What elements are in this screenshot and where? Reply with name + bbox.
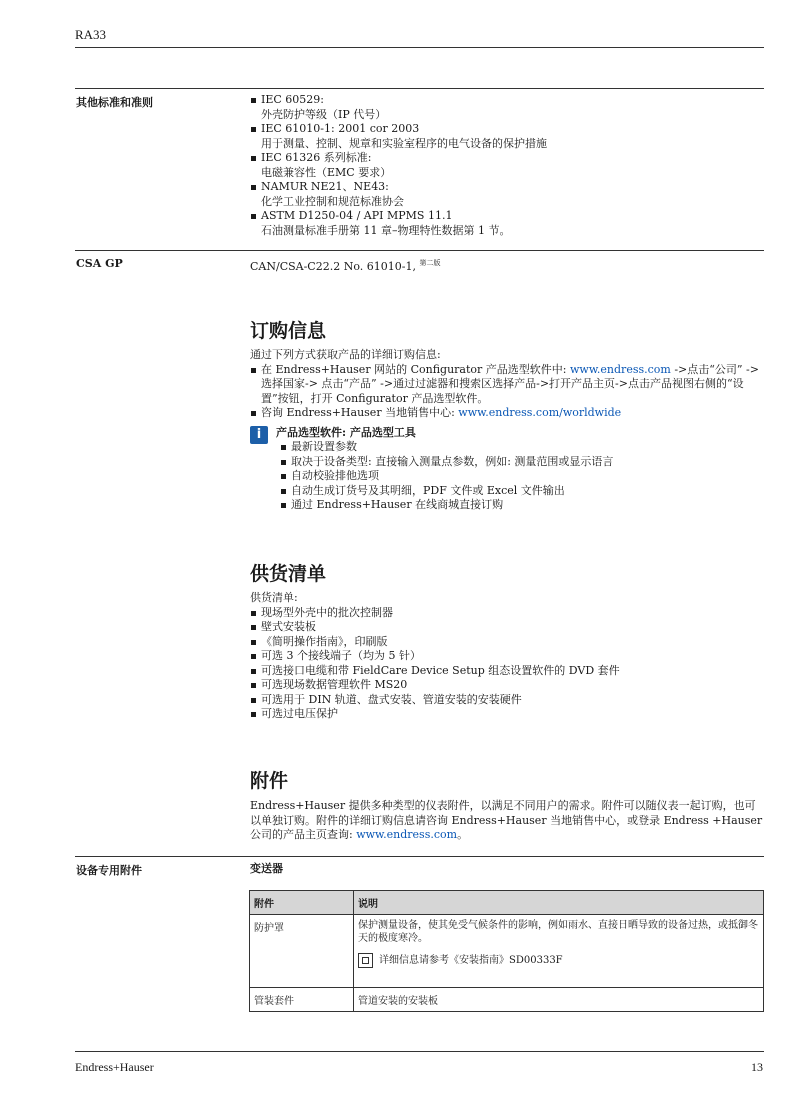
endress-home-link[interactable]: www.endress.com — [356, 828, 458, 841]
table-header-row — [250, 891, 764, 915]
table-cell-name: 管装套件 — [250, 988, 354, 1012]
ordering-item-sales: 咨询 Endress+Hauser 当地销售中心: www.endress.com/worldwide — [250, 406, 765, 421]
standard-item: IEC 61326 系列标准: 电磁兼容性（EMC 要求） — [250, 151, 765, 180]
configurator-info-box — [250, 426, 765, 513]
scope-item: 可选接口电缆和带 FieldCare Device Setup 组态设置软件的 DVD 套件 — [250, 664, 765, 679]
section-rule-standards — [75, 88, 764, 89]
worldwide-link[interactable]: www.endress.com/worldwide — [458, 406, 622, 419]
scope-item: 《简明操作指南》，印刷版 — [250, 635, 765, 650]
doc-note: 详细信息请参考《安装指南》SD00333F — [358, 951, 759, 968]
table-row — [250, 915, 764, 988]
ordering-list — [250, 363, 765, 421]
info-item: 通过 Endress+Hauser 在线商城直接订购 — [280, 498, 765, 513]
csa-value: CAN/CSA-C22.2 No. 61010-1, — [250, 260, 416, 273]
info-item: 自动生成订货号及其明细，PDF 文件或 Excel 文件输出 — [280, 484, 765, 499]
info-item: 自动校验排他选项 — [280, 469, 765, 484]
page-header-title: RA33 — [75, 27, 107, 42]
section-rule-csa — [75, 250, 764, 251]
scope-item: 可选用于 DIN 轨道、盘式安装、管道安装的安装硬件 — [250, 693, 765, 708]
accessories-heading: 附件 — [250, 770, 289, 792]
info-title: 产品选型软件: 产品选型工具 — [276, 425, 416, 439]
csa-edition: 第二版 — [419, 259, 441, 267]
footer-brand: Endress+Hauser — [75, 1060, 154, 1074]
scope-content — [250, 591, 765, 722]
table-cell-name: 防护罩 — [250, 915, 354, 988]
info-item: 取决于设备类型: 直接输入测量点参数，例如: 测量范围或显示语言 — [280, 455, 765, 470]
csa-label: CSA GP — [76, 257, 123, 270]
endress-link[interactable]: www.endress.com — [569, 362, 671, 376]
csa-content — [250, 256, 765, 275]
scope-item: 可选 3 个接线端子（均为 5 针） — [250, 649, 765, 664]
accessories-table — [249, 890, 764, 1012]
standards-list — [250, 93, 765, 238]
device-accessories-label: 设备专用附件 — [76, 864, 142, 877]
table-header-description: 说明 — [354, 891, 764, 915]
footer-rule — [75, 1051, 764, 1052]
table-row — [250, 988, 764, 1012]
scope-intro: 供货清单: — [250, 591, 298, 604]
other-standards-label: 其他标准和准则 — [76, 96, 153, 109]
scope-item: 可选现场数据管理软件 MS20 — [250, 678, 765, 693]
header-rule — [75, 47, 764, 48]
section-rule-accessories — [75, 856, 764, 857]
standard-item: IEC 61010-1: 2001 cor 2003 用于测量、控制、规章和实验室程序的电气设备的保护措施 — [250, 122, 765, 151]
document-icon — [358, 953, 373, 968]
accessories-intro: Endress+Hauser 提供多种类型的仪表附件，以满足不同用户的需求。附件可以随仪表一起订购，也可以单独订购。附件的详细订购信息请咨询 Endress+Hauser 当地销售中心，或登录 Endress +Hauser 公司的产品主页查询: www.endress.com。 — [250, 799, 763, 841]
scope-heading: 供货清单 — [250, 563, 327, 585]
info-list — [280, 440, 765, 513]
scope-item: 壁式安装板 — [250, 620, 765, 635]
transmitter-subheading: 变送器 — [250, 862, 283, 875]
ordering-content — [250, 348, 765, 513]
table-header-accessory: 附件 — [250, 891, 354, 915]
ordering-item-configurator: 在 Endress+Hauser 网站的 Configurator 产品选型软件中: www.endress.com ->点击“公司” ->选择国家-> 点击“产品” ->通过过滤器和搜索区选择产品->打开产品主页->点击产品视图右侧的“设置”按钮，打开 Configurator 产品选型软件。 — [250, 363, 765, 407]
standard-item: ASTM D1250-04 / API MPMS 11.1 石油测量标准手册第 11 章–物理特性数据第 1 节。 — [250, 209, 765, 238]
page-number: 13 — [751, 1060, 763, 1074]
info-item: 最新设置参数 — [280, 440, 765, 455]
scope-item: 现场型外壳中的批次控制器 — [250, 606, 765, 621]
ordering-intro: 通过下列方式获取产品的详细订购信息: — [250, 348, 441, 361]
table-cell-desc: 保护测量设备，使其免受气候条件的影响，例如雨水、直接日晒导致的设备过热，或抵御冬天的极度寒冷。 详细信息请参考《安装指南》SD00333F — [354, 915, 764, 988]
table-cell-desc: 管道安装的安装板 — [354, 988, 764, 1012]
scope-item: 可选过电压保护 — [250, 707, 765, 722]
standard-item: NAMUR NE21、NE43: 化学工业控制和规范标准协会 — [250, 180, 765, 209]
standard-item: IEC 60529: 外壳防护等级（IP 代号） — [250, 93, 765, 122]
info-icon — [250, 426, 268, 444]
ordering-heading: 订购信息 — [250, 320, 327, 342]
other-standards-content — [250, 93, 765, 238]
scope-list — [250, 606, 765, 722]
